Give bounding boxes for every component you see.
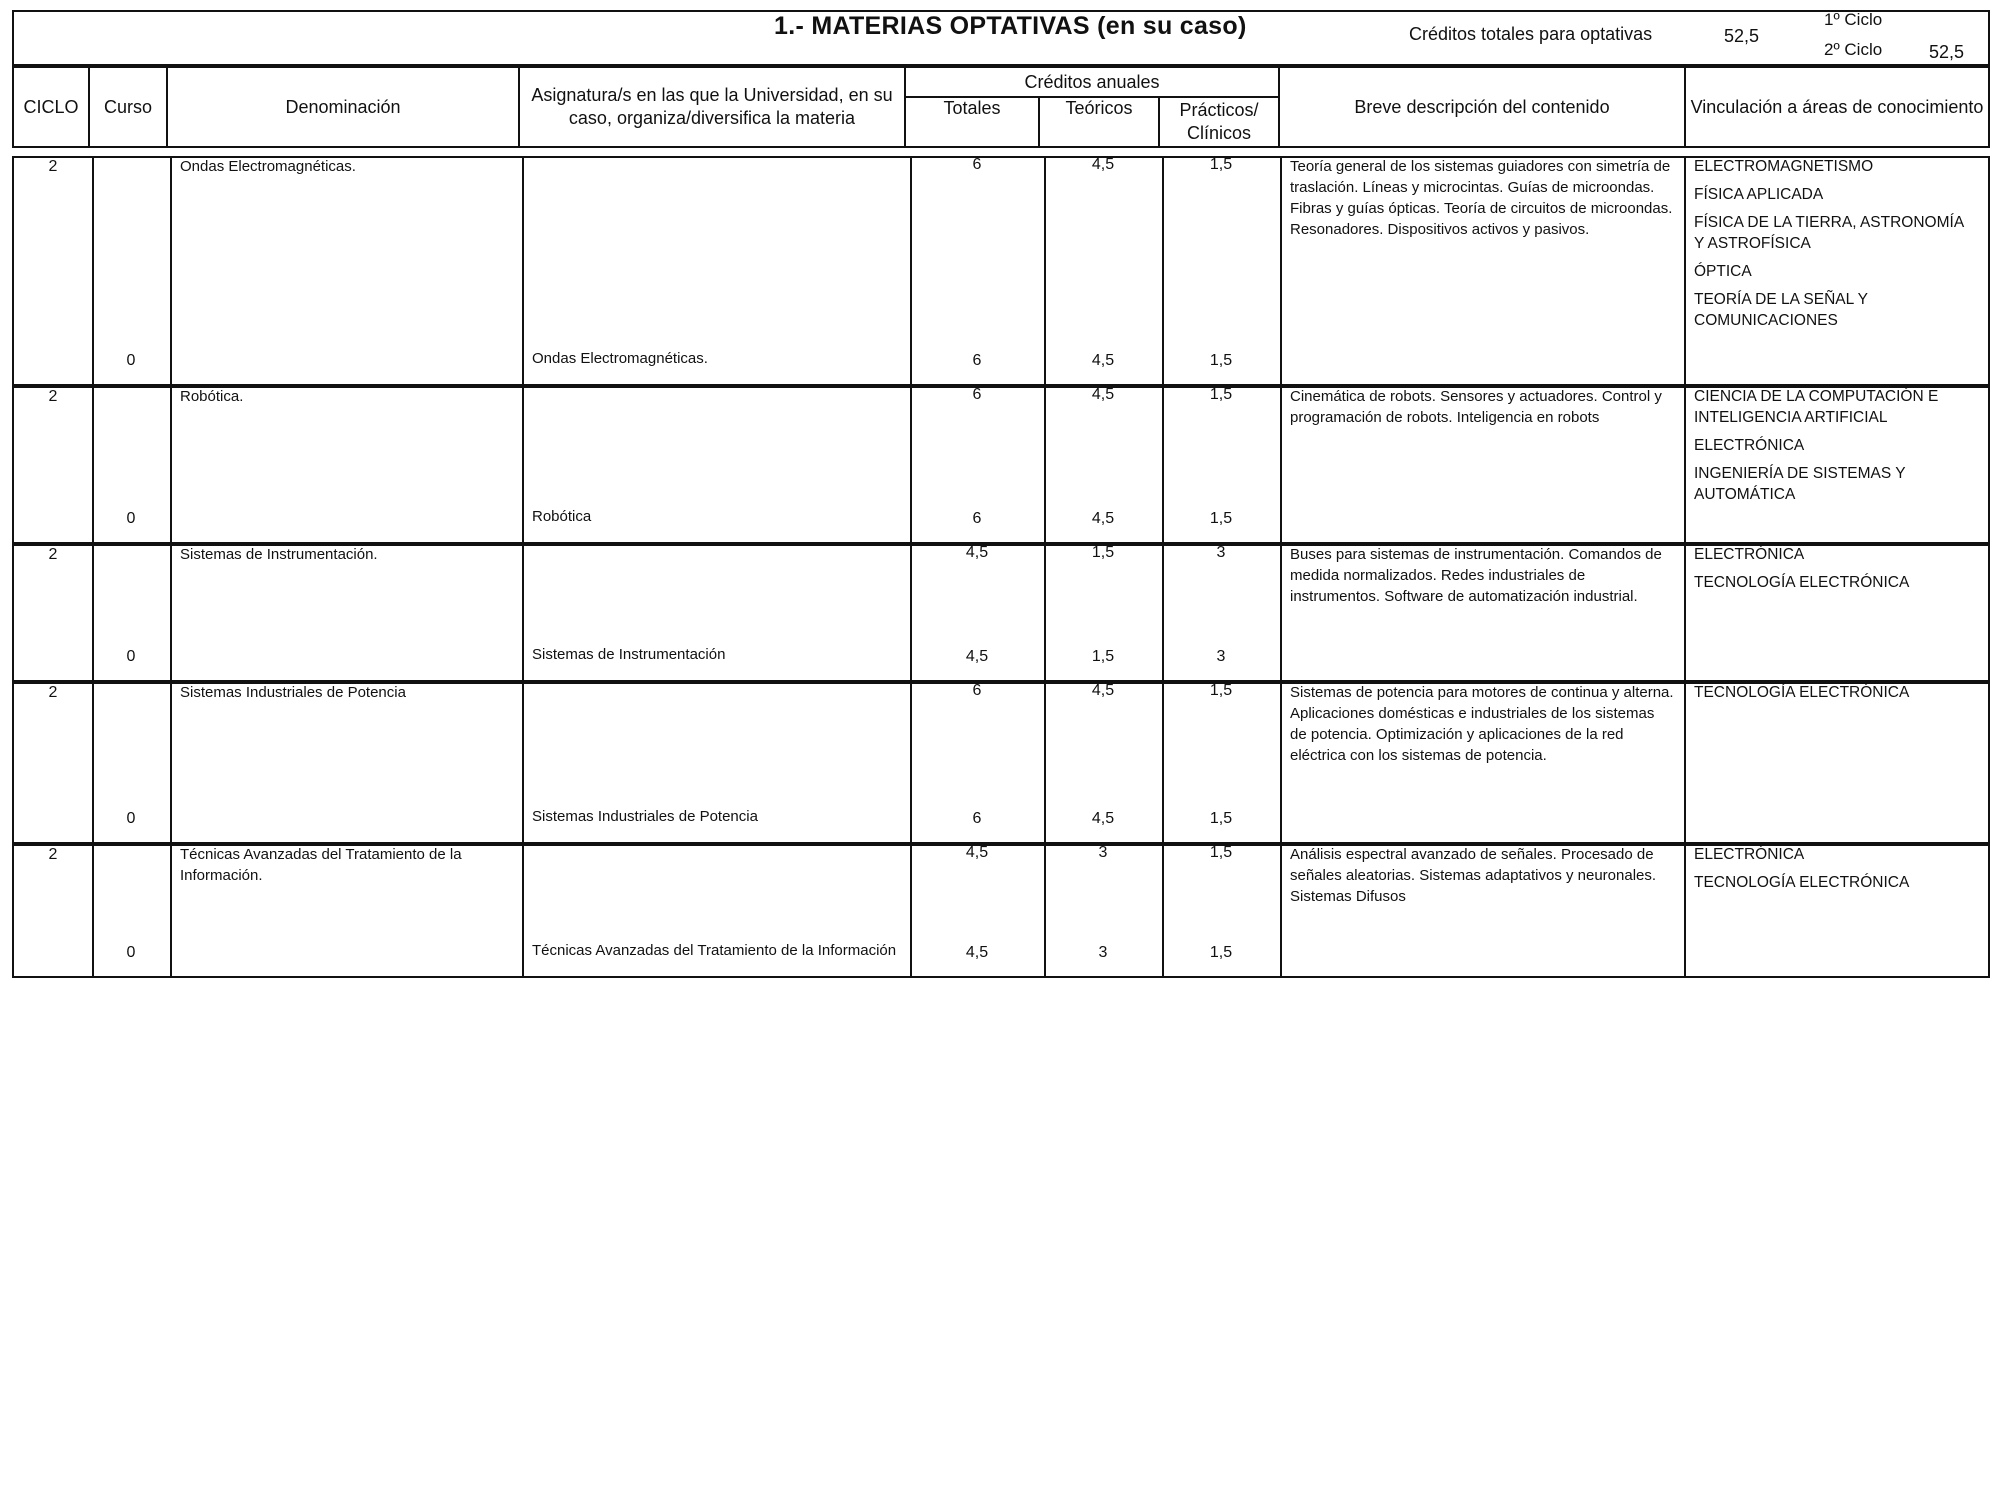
denominacion-text: Sistemas Industriales de Potencia [180, 684, 406, 701]
practicos-value: 1,5 [1209, 844, 1233, 861]
ciclo-value: 2 [48, 158, 58, 175]
totales-value: 4,5 [965, 844, 989, 861]
cell-divider [1044, 158, 1046, 384]
area-item: CIENCIA DE LA COMPUTACIÓN E INTELIGENCIA ARTIFICIAL [1694, 388, 1939, 426]
teoricos-value: 4,5 [1091, 682, 1115, 699]
cell-divider [1684, 158, 1686, 384]
cell-divider [522, 158, 524, 384]
areas-list [1694, 844, 1974, 900]
area-item: TECNOLOGÍA ELECTRÓNICA [1694, 874, 1910, 891]
col-creditos: Créditos anuales [905, 67, 1279, 97]
curso-value: 0 [126, 352, 136, 369]
cell-divider [170, 546, 172, 680]
area-item: ELECTRÓNICA [1694, 546, 1805, 563]
cell-divider [1684, 388, 1686, 542]
curso-value: 0 [126, 944, 136, 961]
teoricos-value: 1,5 [1091, 544, 1115, 561]
curso-value: 0 [126, 648, 136, 665]
curso-value: 0 [126, 510, 136, 527]
totales-subject-value: 4,5 [965, 648, 989, 665]
cell-divider [910, 158, 912, 384]
area-item: TECNOLOGÍA ELECTRÓNICA [1694, 684, 1910, 701]
practicos-value: 1,5 [1209, 156, 1233, 173]
cell-divider [1684, 846, 1686, 976]
cell-divider [170, 388, 172, 542]
totales-value: 4,5 [965, 544, 989, 561]
totales-value: 6 [972, 386, 982, 403]
cell-divider [522, 546, 524, 680]
areas-list [1694, 544, 1974, 600]
cell-divider [92, 158, 94, 384]
asignatura-text: Sistemas de Instrumentación [532, 646, 726, 663]
totales-subject-value: 6 [972, 810, 982, 827]
practicos-subject-value: 3 [1216, 648, 1226, 665]
table-row [12, 844, 1990, 978]
descripcion-text: Buses para sistemas de instrumentación. Comandos de medida normalizados. Redes industriales de instrumentos. Software de automatización industrial. [1290, 546, 1662, 605]
practicos-value: 1,5 [1209, 386, 1233, 403]
denominacion-text: Ondas Electromagnéticas. [180, 158, 356, 175]
denominacion-text: Robótica. [180, 388, 244, 405]
descripcion-text: Sistemas de potencia para motores de continua y alterna. Aplicaciones domésticas e industriales de los sistemas de potencia. Optimización y aplicaciones de la red eléctrica con los sistemas de potencia. [1290, 684, 1674, 764]
total-credits-label: Créditos totales para optativas [1409, 24, 1653, 44]
teoricos-value: 3 [1098, 844, 1108, 861]
totales-value: 6 [972, 682, 982, 699]
table-row [12, 156, 1990, 386]
teoricos-subject-value: 3 [1098, 944, 1108, 961]
totales-subject-value: 6 [972, 510, 982, 527]
teoricos-subject-value: 1,5 [1091, 648, 1115, 665]
title-bar [12, 10, 1990, 66]
table-row [12, 682, 1990, 844]
denominacion-text: Técnicas Avanzadas del Tratamiento de la Información. [180, 846, 462, 884]
totales-subject-value: 6 [972, 352, 982, 369]
area-item: INGENIERÍA DE SISTEMAS Y AUTOMÁTICA [1694, 465, 1906, 503]
practicos-value: 3 [1216, 544, 1226, 561]
col-teoricos: Teóricos [1039, 97, 1159, 147]
teoricos-value: 4,5 [1091, 156, 1115, 173]
table-row [12, 386, 1990, 544]
cell-divider [1280, 684, 1282, 842]
cell-divider [522, 846, 524, 976]
col-denominacion: Denominación [167, 67, 519, 147]
descripcion-text: Teoría general de los sistemas guiadores con simetría de traslación. Líneas y microcintas. Guías de microondas. Fibras y guías ópticas. Teoría de circuitos de microondas. Resonadores. Dispositivos activos y pasivos. [1290, 158, 1673, 238]
practicos-value: 1,5 [1209, 682, 1233, 699]
area-item: TEORÍA DE LA SEÑAL Y COMUNICACIONES [1694, 291, 1868, 329]
cell-divider [1684, 546, 1686, 680]
cell-divider [170, 158, 172, 384]
asignatura-text: Robótica [532, 508, 592, 525]
ciclo-value: 2 [48, 846, 58, 863]
descripcion-text: Análisis espectral avanzado de señales. Procesado de señales aleatorias. Sistemas adaptativos y neuronales. Sistemas Difusos [1290, 846, 1657, 905]
descripcion-text: Cinemática de robots. Sensores y actuadores. Control y programación de robots. Inteligencia en robots [1290, 388, 1662, 426]
total-credits-value: 52,5 [1724, 26, 1760, 46]
asignatura-text: Ondas Electromagnéticas. [532, 350, 708, 367]
cell-divider [522, 684, 524, 842]
col-ciclo: CICLO [13, 67, 89, 147]
totales-subject-value: 4,5 [965, 944, 989, 961]
col-asignatura: Asignatura/s en las que la Universidad, en su caso, organiza/diversifica la materia [519, 67, 905, 147]
cell-divider [1162, 158, 1164, 384]
practicos-subject-value: 1,5 [1209, 510, 1233, 527]
cell-divider [522, 388, 524, 542]
col-curso: Curso [89, 67, 167, 147]
area-item: ELECTROMAGNETISMO [1694, 158, 1874, 175]
teoricos-subject-value: 4,5 [1091, 352, 1115, 369]
areas-list [1694, 682, 1974, 710]
ciclo2-label: 2º Ciclo [1824, 40, 1883, 59]
col-descripcion: Breve descripción del contenido [1279, 67, 1685, 147]
ciclo-value: 2 [48, 388, 58, 405]
col-totales: Totales [905, 97, 1039, 147]
cell-divider [1684, 684, 1686, 842]
areas-list [1694, 156, 1974, 338]
practicos-subject-value: 1,5 [1209, 944, 1233, 961]
teoricos-subject-value: 4,5 [1091, 510, 1115, 527]
denominacion-text: Sistemas de Instrumentación. [180, 546, 378, 563]
area-item: FÍSICA DE LA TIERRA, ASTRONOMÍA Y ASTROFÍSICA [1694, 214, 1964, 252]
ciclo-value: 2 [48, 546, 58, 563]
area-item: ELECTRÓNICA [1694, 437, 1805, 454]
col-vinculacion: Vinculación a áreas de conocimiento [1685, 67, 1989, 147]
ciclo-value: 2 [48, 684, 58, 701]
ciclo1-label: 1º Ciclo [1824, 10, 1883, 29]
cell-divider [1280, 546, 1282, 680]
ciclo2-value: 52,5 [1929, 42, 1965, 62]
cell-divider [1280, 158, 1282, 384]
asignatura-text: Sistemas Industriales de Potencia [532, 808, 758, 825]
practicos-subject-value: 1,5 [1209, 352, 1233, 369]
cell-divider [170, 846, 172, 976]
areas-list [1694, 386, 1974, 512]
curso-value: 0 [126, 810, 136, 827]
cell-divider [170, 684, 172, 842]
practicos-subject-value: 1,5 [1209, 810, 1233, 827]
area-item: ELECTRÓNICA [1694, 846, 1805, 863]
table-row [12, 544, 1990, 682]
area-item: ÓPTICA [1694, 263, 1752, 280]
totales-value: 6 [972, 156, 982, 173]
teoricos-subject-value: 4,5 [1091, 810, 1115, 827]
asignatura-text: Técnicas Avanzadas del Tratamiento de la Información [532, 942, 897, 959]
col-practicos: Prácticos/ Clínicos [1159, 97, 1279, 147]
page-title: 1.- MATERIAS OPTATIVAS (en su caso) [774, 12, 1247, 40]
cell-divider [1280, 388, 1282, 542]
area-item: TECNOLOGÍA ELECTRÓNICA [1694, 574, 1910, 591]
teoricos-value: 4,5 [1091, 386, 1115, 403]
column-header [12, 66, 1990, 148]
area-item: FÍSICA APLICADA [1694, 186, 1824, 203]
cell-divider [1280, 846, 1282, 976]
